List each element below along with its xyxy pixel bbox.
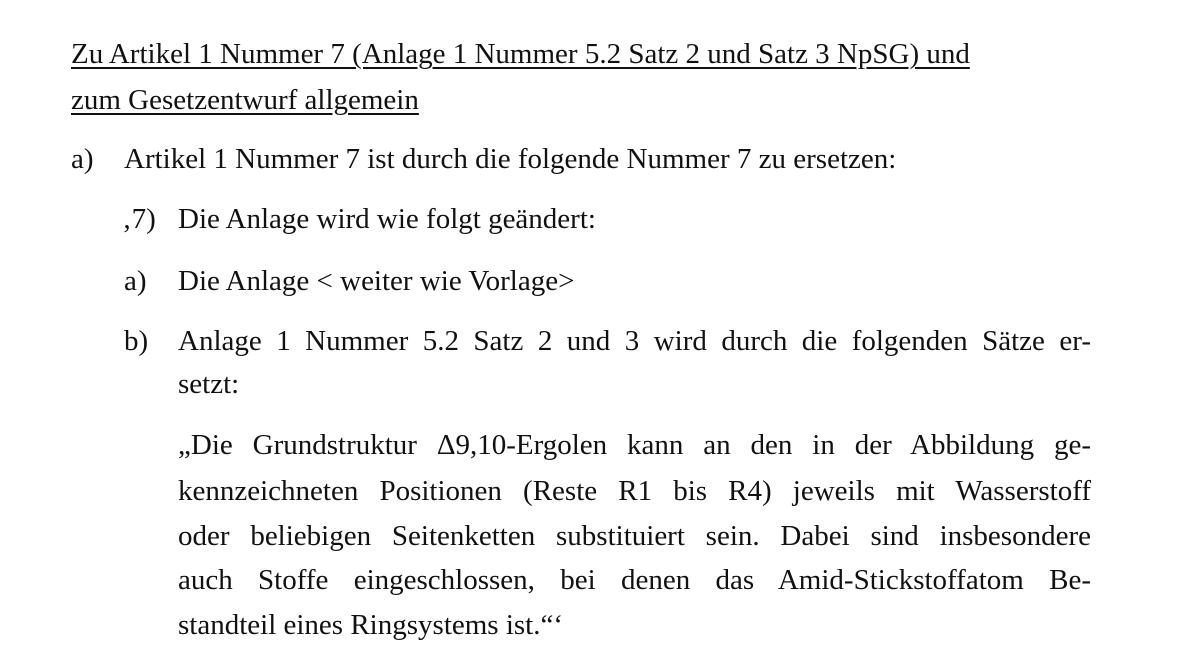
item-a-marker: a) xyxy=(71,143,94,175)
item-a-text: Artikel 1 Nummer 7 ist durch die folgende Nummer 7 zu ersetzen: xyxy=(124,143,897,175)
sub-item-b-marker: b) xyxy=(124,325,149,357)
sub-item-a-marker: a) xyxy=(124,265,147,297)
quote-line-5: standteil eines Ringsystems ist.“‘ xyxy=(178,609,564,641)
sub-item-7-text: Die Anlage wird wie folgt geändert: xyxy=(178,203,596,235)
quote-line-4: auch Stoffe eingeschlossen, bei denen das Amid-Stickstoffatom Be- xyxy=(178,564,1091,596)
section-heading-line-1: Zu Artikel 1 Nummer 7 (Anlage 1 Nummer 5.2 Satz 2 und Satz 3 NpSG) und xyxy=(71,38,970,70)
quote-line-3: oder beliebigen Seitenketten substituiert sein. Dabei sind insbesondere xyxy=(178,520,1091,552)
section-heading-line-2: zum Gesetzentwurf allgemein xyxy=(71,84,419,116)
quote-line-2: kennzeichneten Positionen (Reste R1 bis R4) jeweils mit Wasserstoff xyxy=(178,475,1091,507)
sub-item-b-text-line-1: Anlage 1 Nummer 5.2 Satz 2 und 3 wird durch die folgenden Sätze er- xyxy=(178,325,1091,357)
sub-item-b-text-line-2: setzt: xyxy=(178,368,240,400)
sub-item-a-text: Die Anlage < weiter wie Vorlage> xyxy=(178,265,575,297)
sub-item-7-marker: ‚7) xyxy=(122,203,156,235)
quote-line-1: „Die Grundstruktur Δ9,10-Ergolen kann an den in der Abbildung ge- xyxy=(178,429,1091,461)
